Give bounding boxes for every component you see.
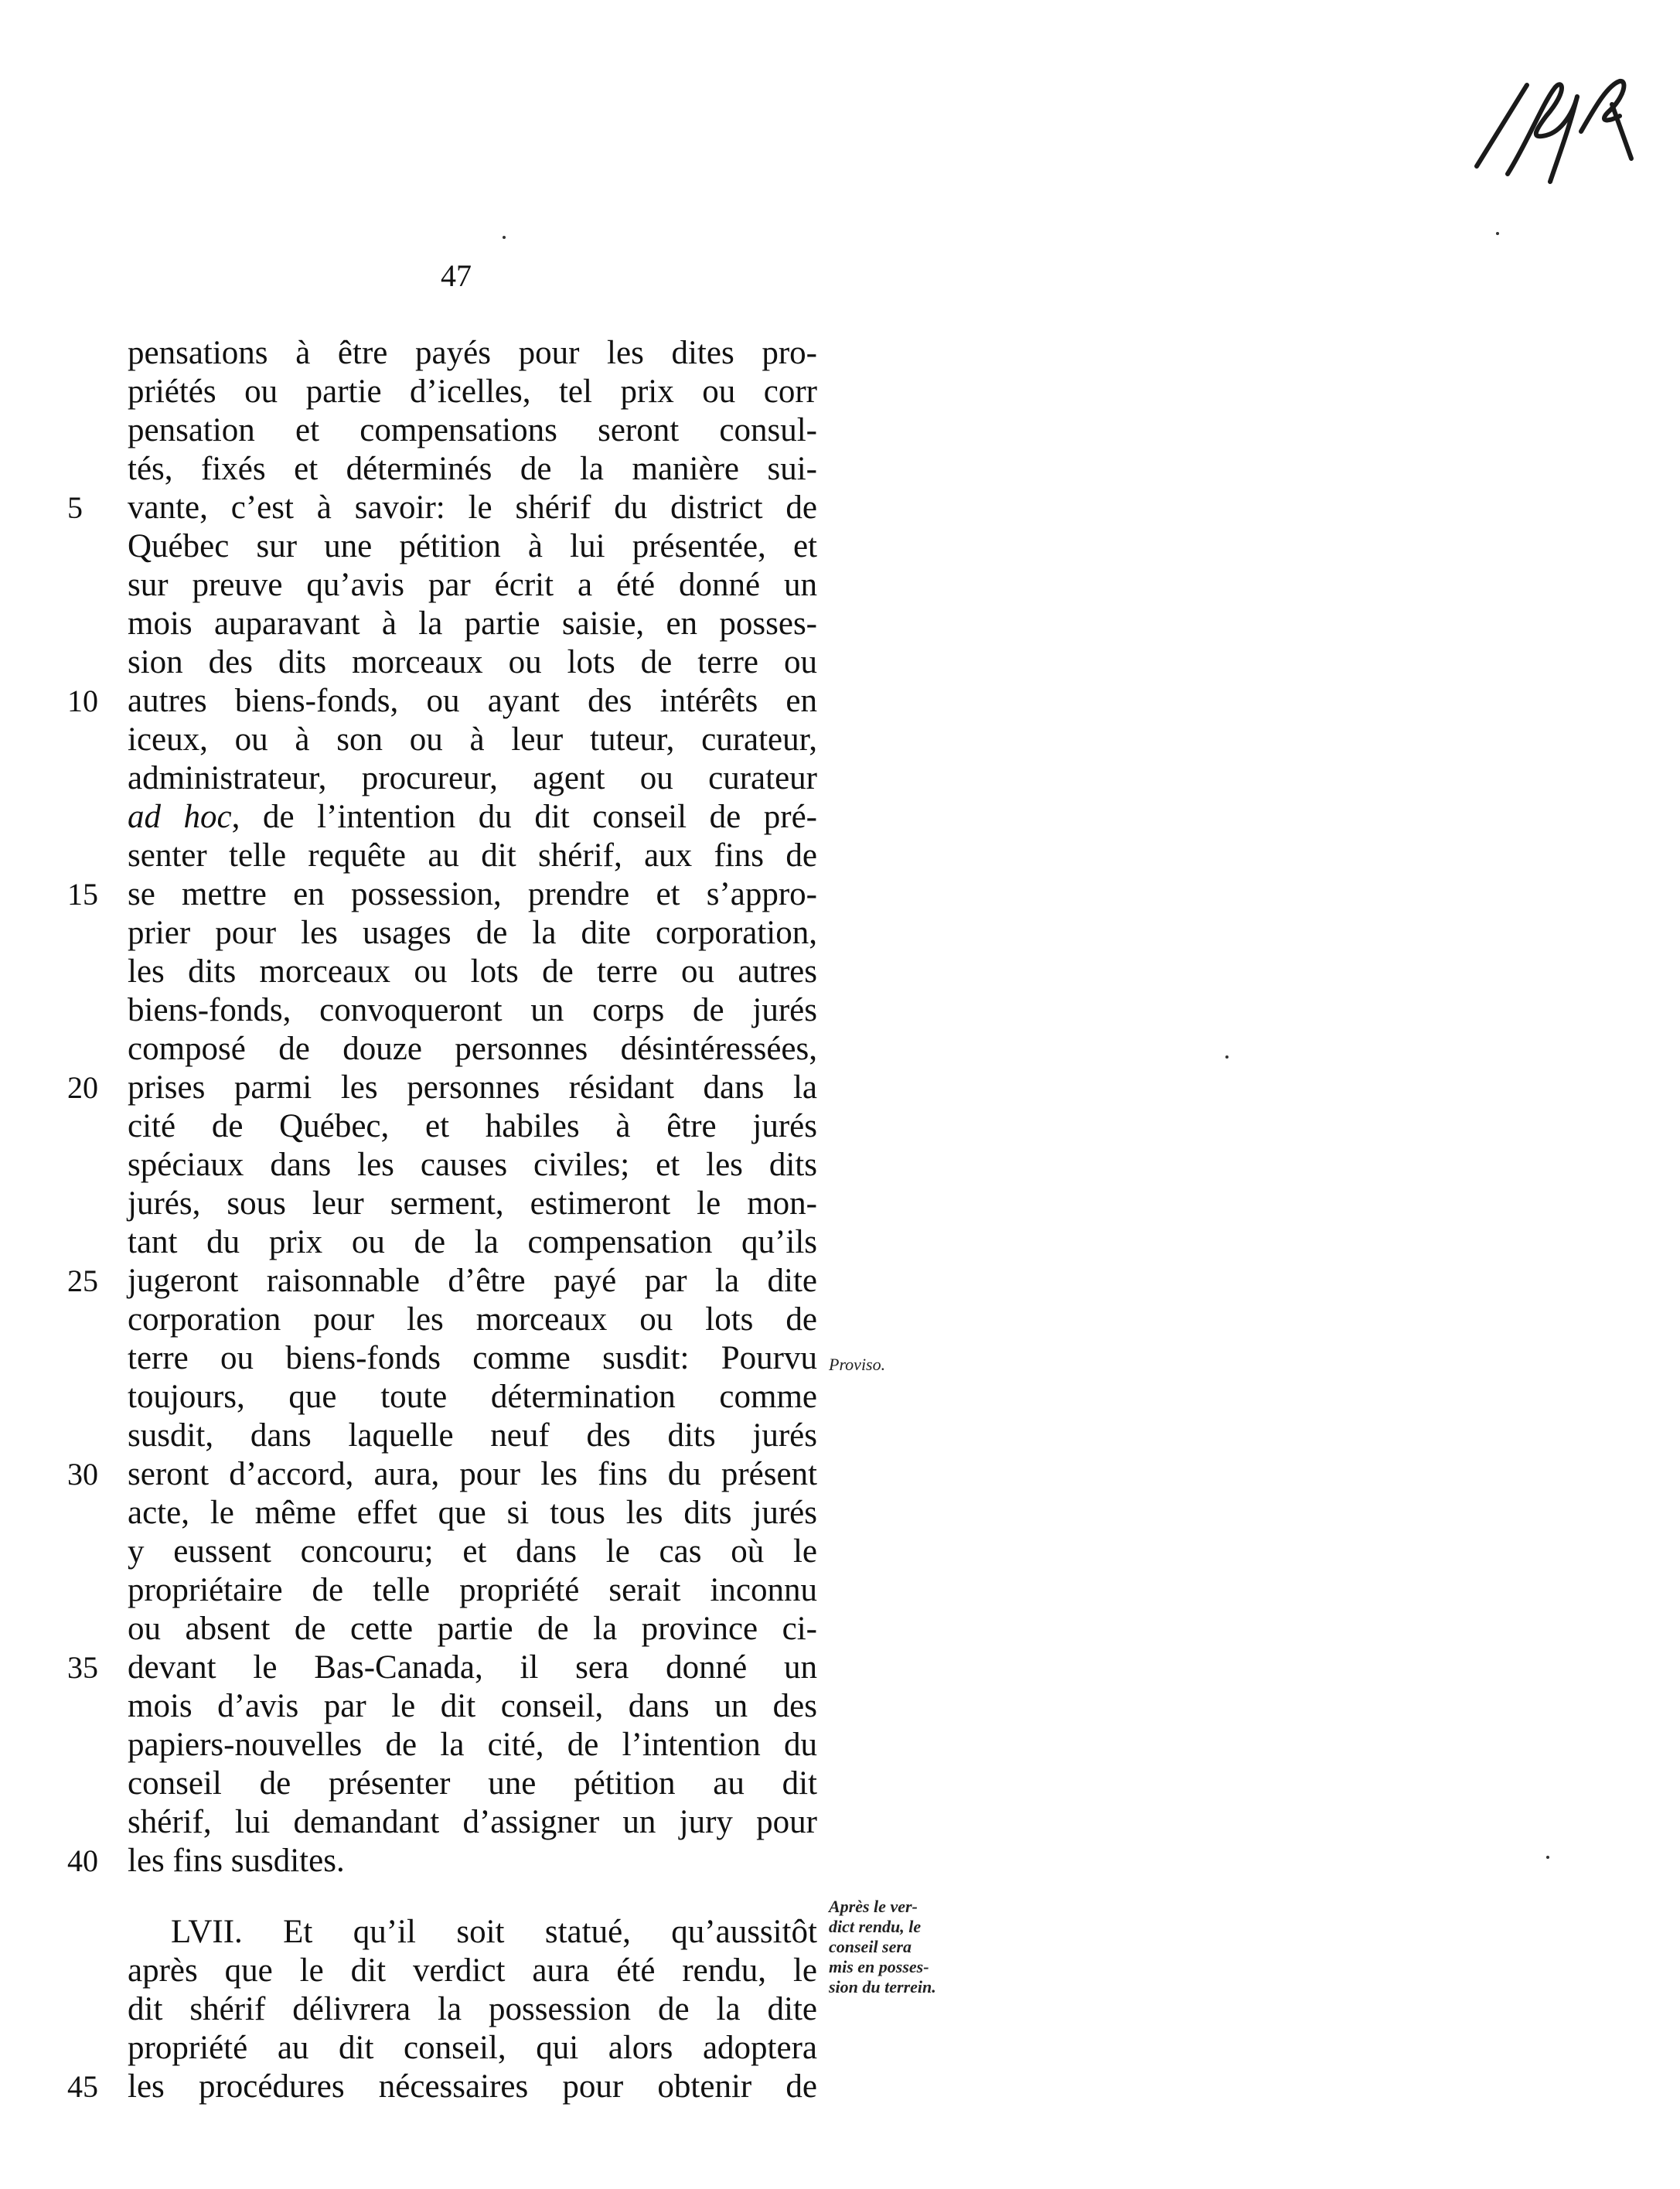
line-text: sion des dits morceaux ou lots de terre ou [128,644,817,680]
text-line [128,1913,817,1952]
line-text: terre ou biens-fonds comme susdit: Pourvu [128,1340,817,1376]
text-line [128,1533,817,1571]
line-text: jurés, sous leur serment, estimeront le mon- [128,1185,817,1222]
line-text: shérif, lui demandant d’assigner un jury pour [128,1804,817,1840]
line-number: 15 [67,877,98,912]
scan-speck [1496,232,1499,235]
scan-speck [1546,1856,1549,1859]
text-line [67,1262,817,1301]
line-text: administrateur, procureur, agent ou curateur [128,760,817,796]
line-number: 10 [67,684,98,718]
text-line [67,489,817,527]
text-line [128,373,817,411]
body-text [67,334,817,2106]
text-line [128,1301,817,1339]
text-line [128,991,817,1030]
text-line [128,527,817,566]
text-line [128,1417,817,1455]
line-text: prier pour les usages de la dite corporation, [128,915,817,951]
text-line [128,411,817,450]
text-line [128,334,817,373]
line-text: y eussent concouru; et dans le cas où le [128,1533,817,1570]
margin-note-apres-verdict [829,1897,936,1997]
line-text: jugeront raisonnable d’être payé par la dite [128,1263,817,1299]
scan-speck [503,236,506,239]
text-line [128,721,817,759]
line-text: corporation pour les morceaux ou lots de [128,1301,817,1338]
line-text: devant le Bas-Canada, il sera donné un [128,1649,817,1686]
line-text: autres biens-fonds, ou ayant des intérêts en [128,683,817,719]
line-text: ad hoc [128,799,232,835]
text-line [128,798,817,837]
text-line [128,1185,817,1223]
text-line [67,1069,817,1107]
line-text: composé de douze personnes désintéressées, [128,1031,817,1067]
text-line [128,643,817,682]
text-line [128,605,817,643]
page-number: 47 [441,258,472,293]
line-text: après que le dit verdict aura été rendu, le [128,1952,817,1989]
text-line [67,1649,817,1687]
text-line [67,682,817,721]
text-line [128,1764,817,1803]
line-text: senter telle requête au dit shérif, aux fins de [128,837,817,874]
line-text: vante, c’est à savoir: le shérif du district de [128,489,817,526]
line-number: 40 [67,1843,98,1878]
scan-speck [1225,1055,1228,1059]
margin-note-line: mis en posses- [829,1957,929,1976]
text-line [67,1455,817,1494]
line-text: pensations à être payés pour les dites pro- [128,335,817,371]
line-text: propriété au dit conseil, qui alors adoptera [128,2030,817,2066]
text-line [128,837,817,875]
text-line [128,1223,817,1262]
text-line [128,953,817,991]
text-line [128,1803,817,1842]
margin-note-line: Après le ver- [829,1897,918,1916]
margin-note-line: sion du terrein. [829,1977,936,1996]
text-line [67,875,817,914]
line-text: se mettre en possession, prendre et s’appro- [128,876,817,912]
section-gap [128,1880,817,1913]
line-text: prises parmi les personnes résidant dans la [128,1069,817,1106]
line-text: les dits morceaux ou lots de terre ou autres [128,953,817,990]
line-text: biens-fonds, convoqueront un corps de jurés [128,992,817,1028]
line-text: papiers-nouvelles de la cité, de l’intention du [128,1727,817,1763]
text-line [128,1571,817,1610]
text-line [128,1726,817,1764]
line-text: dit shérif délivrera la possession de la dite [128,1991,817,2027]
text-line [128,1339,817,1378]
text-line [128,1030,817,1069]
line-text: seront d’accord, aura, pour les fins du présent [128,1456,817,1492]
line-text: tant du prix ou de la compensation qu’ils [128,1224,817,1260]
line-number: 45 [67,2069,98,2104]
line-text: cité de Québec, et habiles à être jurés [128,1108,817,1144]
line-text: acte, le même effet que si tous les dits jurés [128,1495,817,1531]
line-text: Québec sur une pétition à lui présentée, et [128,528,817,564]
line-number: 20 [67,1070,98,1105]
text-line [128,1494,817,1533]
line-number: 30 [67,1457,98,1492]
text-line [128,914,817,953]
text-line [128,450,817,489]
line-text: propriétaire de telle propriété serait inconnu [128,1572,817,1608]
line-text: iceux, ou à son ou à leur tuteur, curateur, [128,721,817,758]
line-text: tés, fixés et déterminés de la manière sui- [128,451,817,487]
text-line [128,1378,817,1417]
line-number: 35 [67,1650,98,1685]
handwritten-folio [1453,73,1639,197]
line-text-rest: , de l’intention du dit conseil de pré- [231,799,817,835]
line-text: mois auparavant à la partie saisie, en posses- [128,605,817,642]
line-text: sur preuve qu’avis par écrit a été donné un [128,567,817,603]
text-line [128,1990,817,2029]
line-text: les procédures nécessaires pour obtenir de [128,2068,817,2105]
line-text: priétés ou partie d’icelles, tel prix ou corr [128,373,817,410]
line-text: susdit, dans laquelle neuf des dits jurés [128,1417,817,1454]
line-number: 5 [67,490,83,525]
line-text: spéciaux dans les causes civiles; et les dits [128,1147,817,1183]
line-number: 25 [67,1263,98,1298]
line-text: mois d’avis par le dit conseil, dans un des [128,1688,817,1724]
text-line [67,2068,817,2106]
line-text: LVII. Et qu’il soit statué, qu’aussitôt [171,1914,817,1950]
margin-note-line: dict rendu, le [829,1917,922,1936]
margin-note-line: conseil sera [829,1937,912,1956]
line-text: toujours, que toute détermination comme [128,1379,817,1415]
line-text: conseil de présenter une pétition au dit [128,1765,817,1802]
text-line [67,1842,817,1880]
line-text: pensation et compensations seront consul- [128,412,817,448]
text-line [128,1146,817,1185]
text-line [128,1952,817,1990]
line-text: les fins susdites. [128,1843,345,1879]
margin-note-proviso: Proviso. [829,1355,886,1374]
text-line [128,566,817,605]
line-text: ou absent de cette partie de la province ci- [128,1611,817,1647]
text-line [128,1107,817,1146]
text-line [128,759,817,798]
text-line [128,1687,817,1726]
text-line [128,1610,817,1649]
text-line [128,2029,817,2068]
